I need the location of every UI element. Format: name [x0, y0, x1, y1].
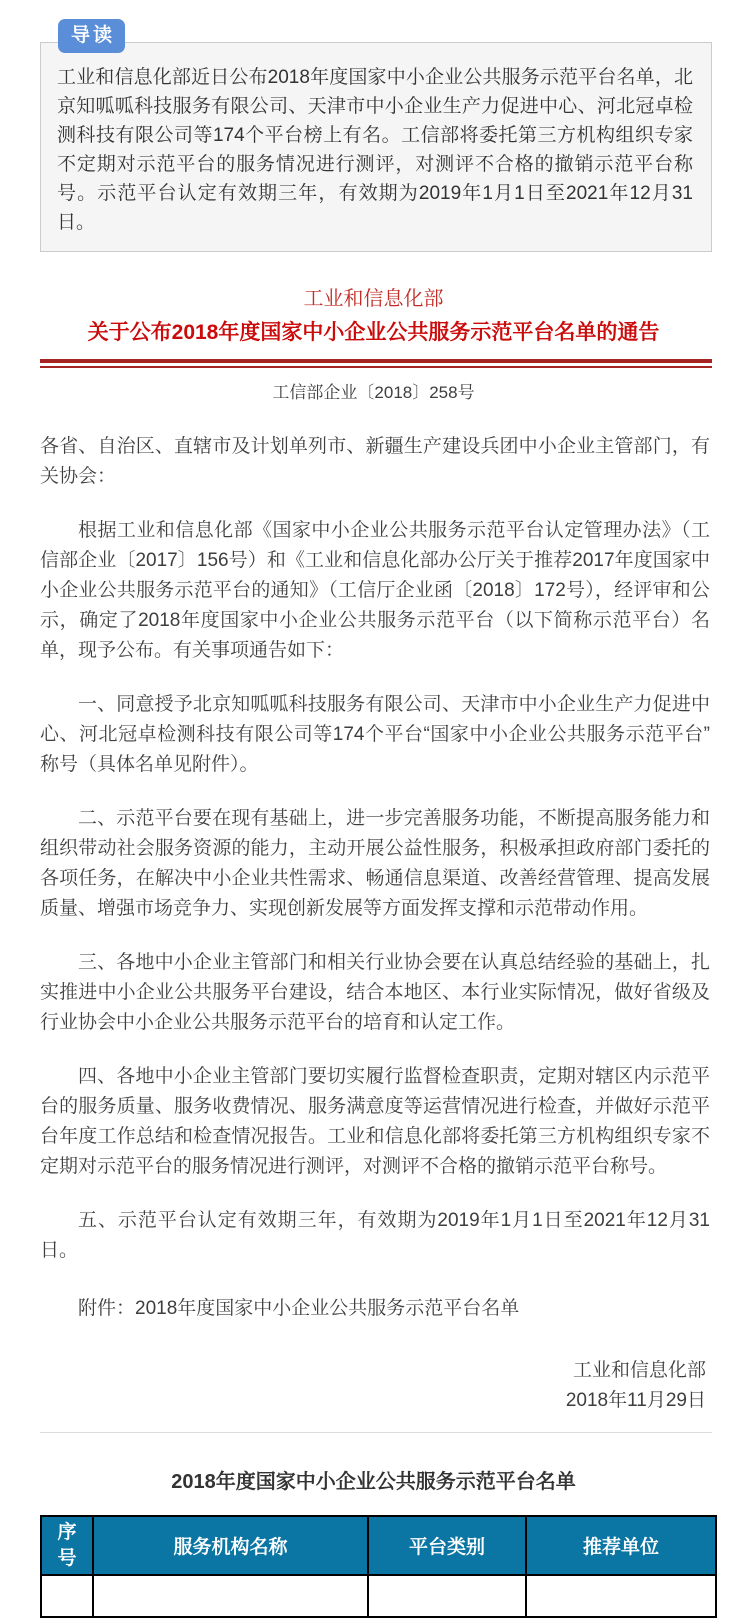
salutation: 各省、自治区、直辖市及计划单列市、新疆生产建设兵团中小企业主管部门，有关协会： — [40, 436, 710, 487]
table-header-row — [41, 1516, 716, 1575]
section-divider — [40, 1432, 712, 1433]
red-rule-thick — [40, 359, 712, 363]
header-cell-category: 平台类别 — [368, 1516, 526, 1575]
annex-table-title: 2018年度国家中小企业公共服务示范平台名单 — [171, 1471, 576, 1493]
red-rule-thin — [40, 366, 712, 368]
lead-badge: 导读 — [58, 19, 125, 53]
header-cell-recommender: 推荐单位 — [526, 1516, 716, 1575]
lead-summary-box — [40, 25, 712, 252]
notice-page — [0, 25, 747, 1569]
table-row — [41, 1575, 716, 1617]
header-cell-organization: 服务机构名称 — [93, 1516, 368, 1575]
paragraph-basis: 根据工业和信息化部《国家中小企业公共服务示范平台认定管理办法》（工信部企业〔2017〕156号）和《工业和信息化部办公厅关于推荐2017年度国家中小企业公共服务示范平台的通知》（工信厅企业函〔2018〕172号），经评审和公示，确定了2018年度国家中小企业公共服务示范平台（以下简称示范平台）名单，现予公布。有关事项通告如下： — [40, 520, 710, 661]
paragraph-item-3: 三、各地中小企业主管部门和相关行业协会要在认真总结经验的基础上，扎实推进中小企业公共服务平台建设，结合本地区、本行业实际情况，做好省级及行业协会中小企业公共服务示范平台的培育和认定工作。 — [40, 952, 710, 1033]
signature-block — [40, 1356, 710, 1416]
attachment-line: 附件：2018年度国家中小企业公共服务示范平台名单 — [78, 1298, 520, 1319]
issuing-agency: 工业和信息化部 — [303, 288, 444, 310]
annex-section — [0, 1469, 747, 1618]
doc-body — [40, 432, 710, 1416]
signature-date: 2018年11月29日 — [565, 1390, 706, 1411]
doc-number: 工信部企业〔2018〕258号 — [272, 383, 475, 402]
paragraph-item-2: 二、示范平台要在现有基础上，进一步完善服务功能，不断提高服务能力和组织带动社会服务资源的能力，主动开展公益性服务，积极承担政府部门委托的各项任务，在解决中小企业共性需求、畅通信息渠道、改善经营管理、提高发展质量、增强市场竞争力、实现创新发展等方面发挥支撑和示范带动作用。 — [40, 808, 710, 919]
platform-list-table — [40, 1515, 717, 1618]
lead-summary-text: 工业和信息化部近日公布2018年度国家中小企业公共服务示范平台名单，北京知呱呱科技服务有限公司、天津市中小企业生产力促进中心、河北冠卓检测科技有限公司等174个平台榜上有名。工信部将委托第三方机构组织专家不定期对示范平台的服务情况进行测评，对测评不合格的撤销示范平台称号。示范平台认定有效期三年，有效期为2019年1月1日至2021年12月31日。 — [57, 67, 693, 233]
signature-agency: 工业和信息化部 — [572, 1360, 706, 1381]
doc-title: 关于公布2018年度国家中小企业公共服务示范平台名单的通告 — [87, 321, 660, 344]
paragraph-item-5: 五、示范平台认定有效期三年，有效期为2019年1月1日至2021年12月31日。 — [40, 1210, 710, 1261]
header-cell-serial: 序号 — [41, 1516, 93, 1575]
paragraph-item-1: 一、同意授予北京知呱呱科技服务有限公司、天津市中小企业生产力促进中心、河北冠卓检测科技有限公司等174个平台“国家中小企业公共服务示范平台”称号（具体名单见附件）。 — [40, 694, 710, 775]
doc-header — [0, 286, 747, 404]
paragraph-item-4: 四、各地中小企业主管部门要切实履行监督检查职责，定期对辖区内示范平台的服务质量、服务收费情况、服务满意度等运营情况进行检查，并做好示范平台年度工作总结和检查情况报告。工业和信息化部将委托第三方机构组织专家不定期对示范平台的服务情况进行测评，对测评不合格的撤销示范平台称号。 — [40, 1066, 710, 1177]
